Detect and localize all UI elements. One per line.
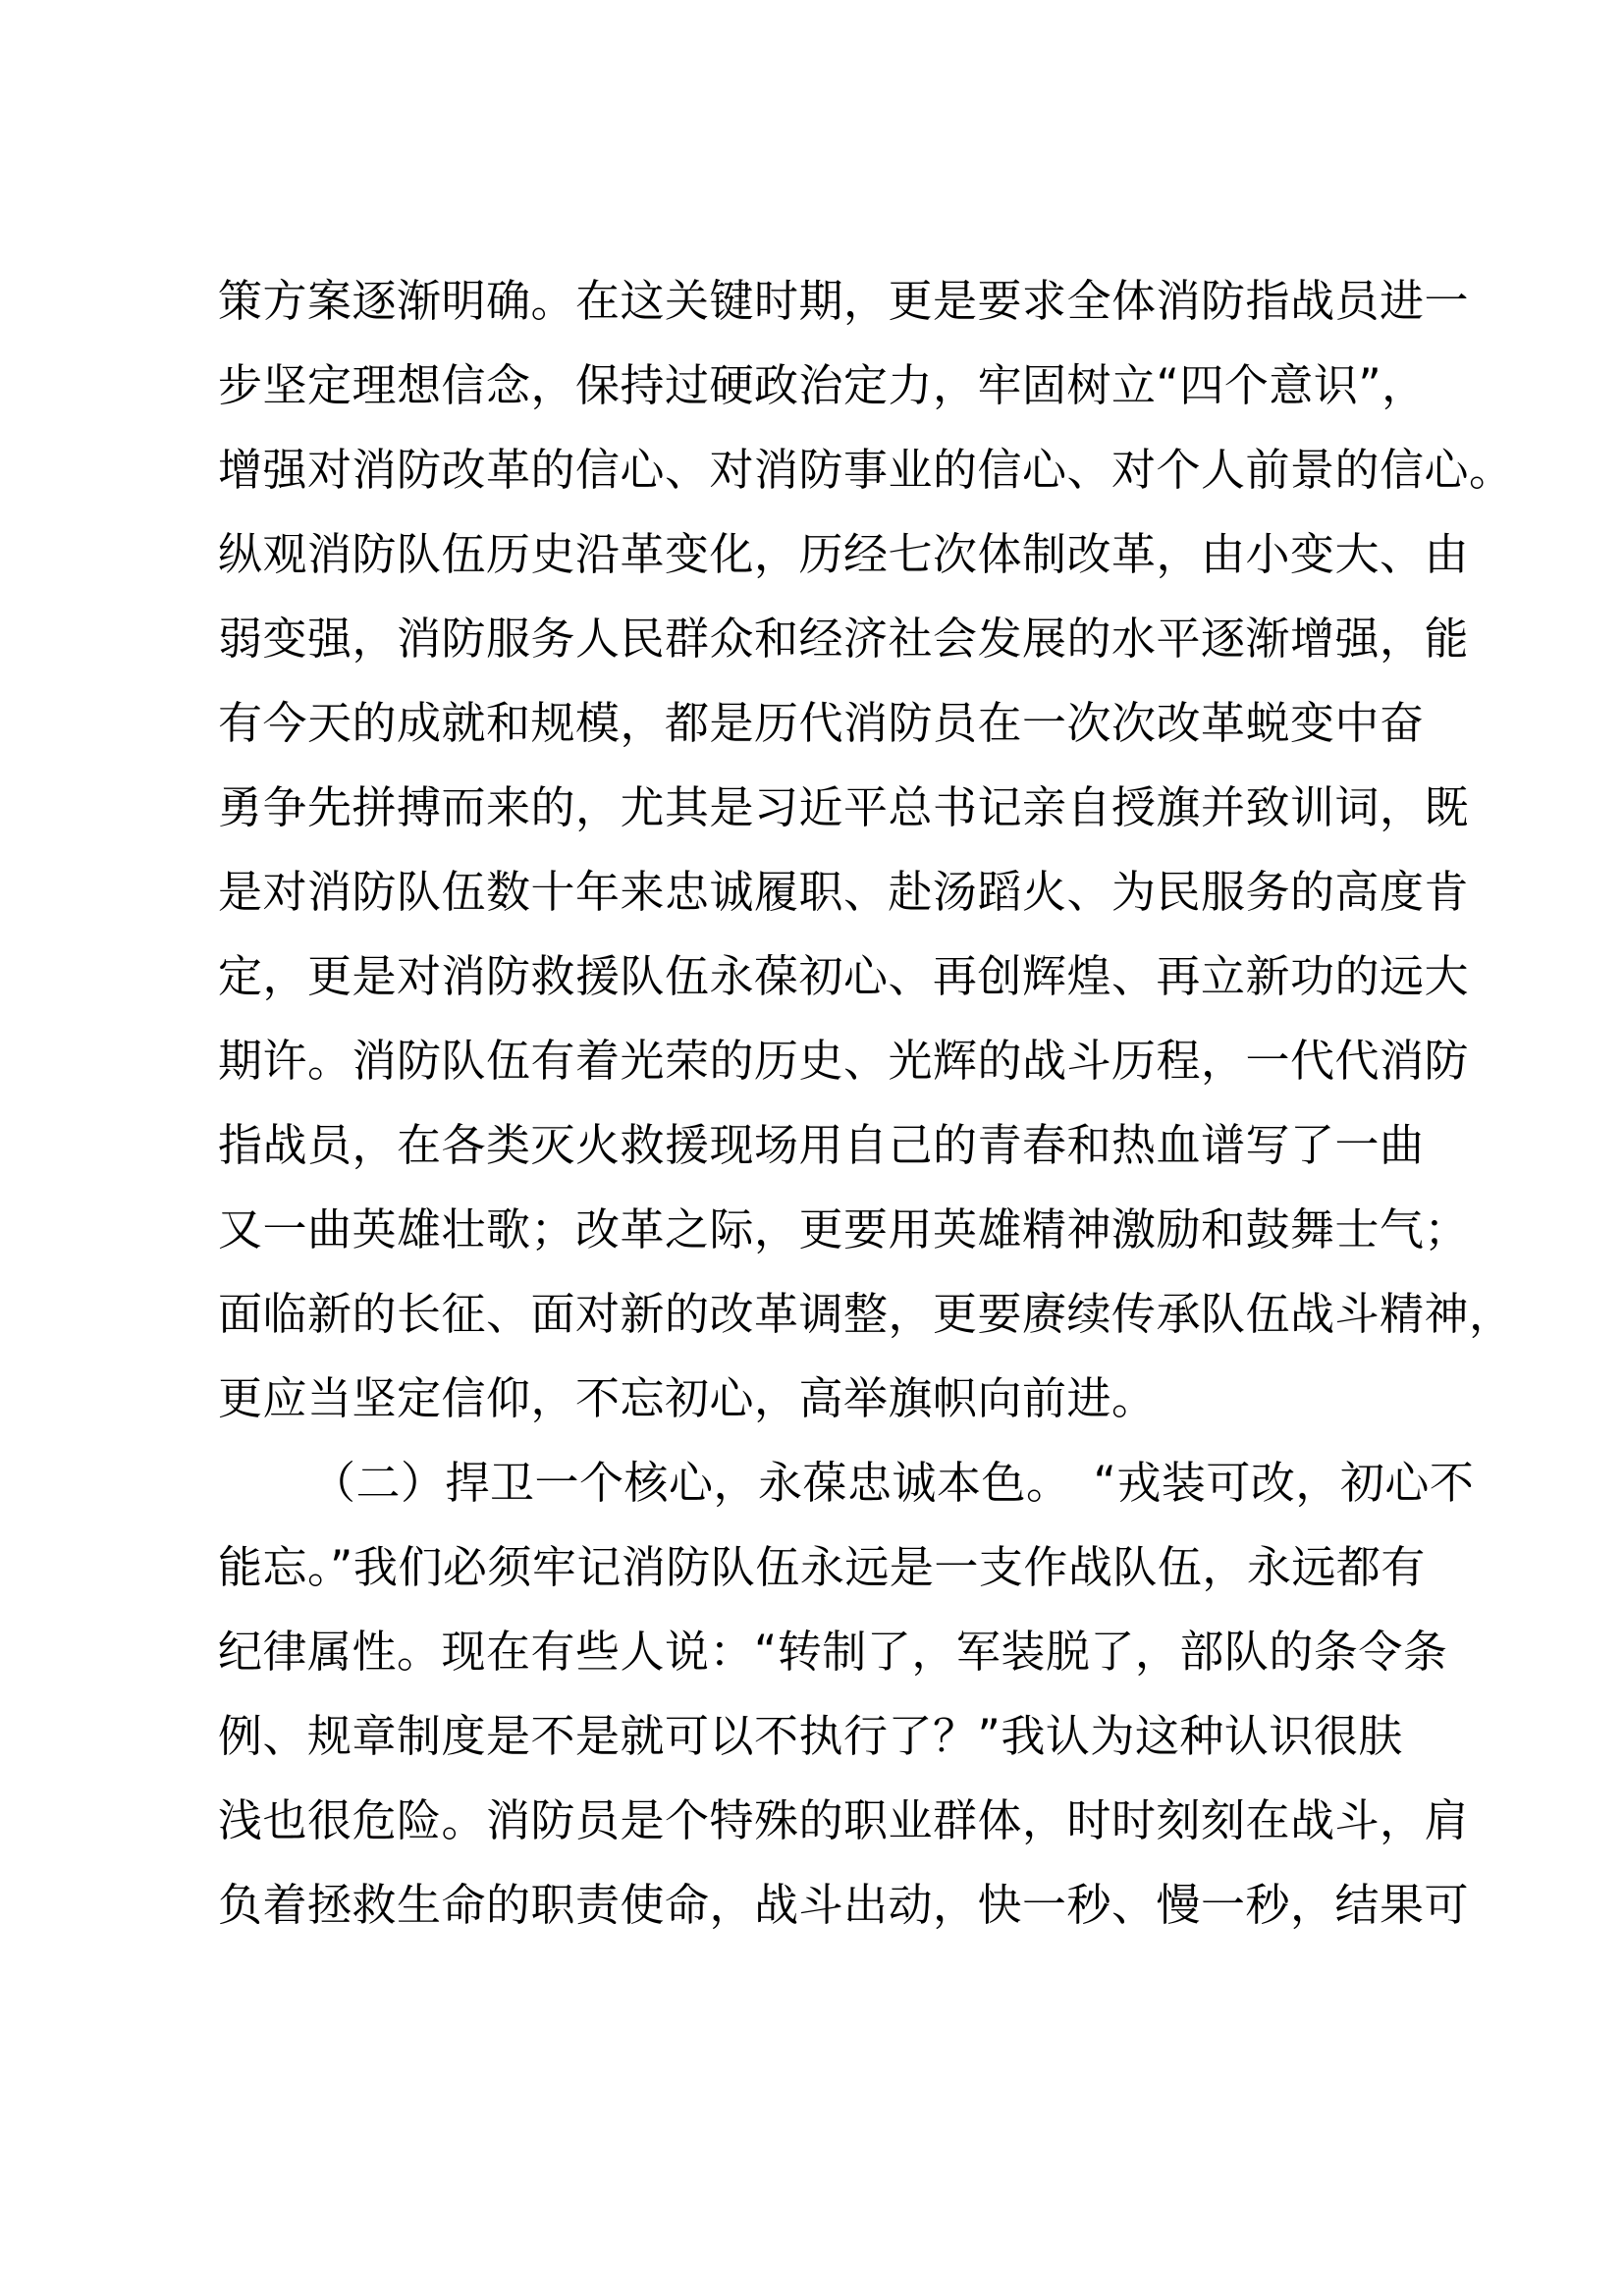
text-line: 勇争先拼搏而来的，尤其是习近平总书记亲自授旗并致训词，既: [218, 781, 1470, 833]
text-line: 浅也很危险。消防员是个特殊的职业群体，时时刻刻在战斗，肩: [218, 1794, 1470, 1846]
text-line: 例、规章制度是不是就可以不执行了？”我认为这种认识很肤: [218, 1710, 1403, 1762]
text-line: 指战员，在各类灭火救援现场用自己的青春和热血谱写了一曲: [218, 1119, 1425, 1171]
text-line: 是对消防队伍数十年来忠诚履职、赴汤蹈火、为民服务的高度肯: [218, 866, 1470, 918]
text-line: 增强对消防改革的信心、对消防事业的信心、对个人前景的信心。: [218, 444, 1514, 496]
text-line: 纪律属性。现在有些人说：“转制了，军装脱了，部队的条令条: [218, 1626, 1448, 1678]
text-line: 更应当坚定信仰，不忘初心，高举旗帜向前进。: [218, 1372, 1157, 1424]
text-line: 期许。消防队伍有着光荣的历史、光辉的战斗历程，一代代消防: [218, 1035, 1470, 1087]
text-line: 步坚定理想信念，保持过硬政治定力，牢固树立“四个意识”，: [218, 359, 1427, 411]
text-line: 面临新的长征、面对新的改革调整，更要赓续传承队伍战斗精神，: [218, 1288, 1514, 1340]
text-line: 纵观消防队伍历史沿革变化，历经七次体制改革，由小变大、由: [218, 528, 1470, 580]
text-line: 定，更是对消防救援队伍永葆初心、再创辉煌、再立新功的远大: [218, 950, 1470, 1002]
text-line: 负着拯救生命的职责使命，战斗出动，快一秒、慢一秒，结果可: [218, 1879, 1470, 1931]
text-line: 又一曲英雄壮歌；改革之际，更要用英雄精神激励和鼓舞士气；: [218, 1203, 1470, 1255]
text-line: 能忘。”我们必须牢记消防队伍永远是一支作战队伍，永远都有: [218, 1541, 1426, 1593]
text-line: 策方案逐渐明确。在这关键时期，更是要求全体消防指战员进一: [218, 275, 1470, 327]
text-line: 弱变强，消防服务人民群众和经济社会发展的水平逐渐增强，能: [218, 613, 1470, 665]
text-line: 有今天的成就和规模，都是历代消防员在一次次改革蜕变中奋: [218, 697, 1425, 749]
section-heading-line: （二）捍卫一个核心，永葆忠诚本色。 “戎装可改，初心不: [311, 1457, 1475, 1509]
